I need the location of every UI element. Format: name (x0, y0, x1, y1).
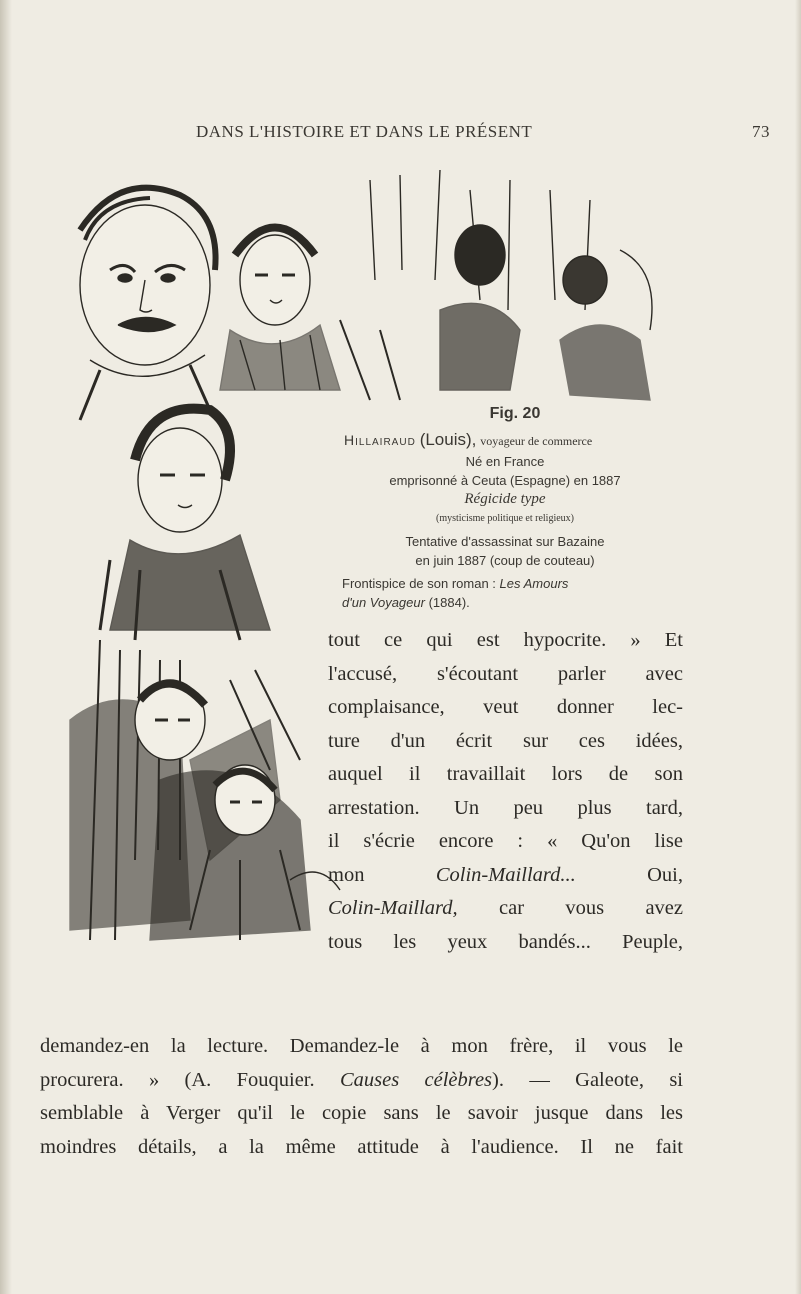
portrait-woman-top (220, 228, 340, 391)
portrait-woman-left (100, 409, 270, 640)
text-line: ture d'un écrit sur ces idées, (328, 729, 683, 752)
text-line (40, 1064, 683, 1098)
page-number: 73 (752, 122, 770, 141)
caption-frontispiece (340, 574, 670, 593)
text-line: complaisance, veut donner lec- (328, 696, 683, 718)
figure-caption (340, 405, 670, 612)
text-line: demandez-en la lecture. Demandez-le à mon frère, il vous le (40, 1035, 683, 1057)
running-head-title: DANS L'HISTOIRE ET DANS LE PRÉSENT (196, 122, 533, 141)
caption-name-line (340, 429, 670, 452)
text-line (328, 892, 683, 926)
text-line: semblable à Verger qu'il le copie sans le savoir jusque dans les (40, 1102, 683, 1124)
text-italic: Colin-Maillard... (435, 863, 576, 886)
page-edge-shadow (795, 0, 801, 1294)
body-text-narrow (328, 624, 683, 959)
sketch-figures-top-right (340, 170, 652, 400)
portrait-man-mustache (80, 188, 216, 420)
text-span: car vous avez (457, 897, 683, 919)
text-line: arrestation. Un peu plus tard, (328, 796, 683, 819)
caption-type: Régicide type (464, 491, 546, 507)
text-line: moindres détails, a la même attitude à l'audience. Il ne fait (40, 1135, 683, 1158)
caption-frontispiece-text: Frontispice de son roman : (342, 576, 500, 591)
caption-type-note: (mysticisme politique et religieux) (435, 513, 575, 524)
caption-occupation: voyageur de commerce (480, 434, 593, 448)
text-line: il s'écrie encore : « Qu'on lise (328, 830, 683, 852)
text-span: Oui, (575, 863, 684, 886)
caption-novel-line-2 (340, 593, 670, 612)
caption-novel-title-2: d'un Voyageur (342, 595, 425, 610)
text-line (328, 859, 683, 893)
text-line: tout ce qui est hypocrite. » Et (328, 629, 683, 651)
caption-attempt-2: en juin 1887 (coup de couteau) (415, 553, 595, 568)
text-italic: Causes célèbres (339, 1068, 493, 1091)
text-italic: Colin-Maillard, (328, 897, 458, 919)
text-span: mon (328, 863, 436, 886)
caption-first-name: (Louis), (419, 430, 477, 449)
caption-born: Né en France (465, 454, 545, 469)
text-line: auquel il travaillait lors de son (328, 763, 683, 785)
caption-novel-title-1: Les Amours (499, 576, 569, 591)
caption-imprisoned: emprisonné à Ceuta (Espagne) en 1887 (389, 473, 621, 488)
text-span: procurera. » (A. Fouquier. (40, 1068, 340, 1091)
text-line: l'accusé, s'écoutant parler avec (328, 662, 683, 685)
caption-attempt-1: Tentative d'assassinat sur Bazaine (405, 534, 605, 549)
text-line: tous les yeux bandés... Peuple, (328, 930, 683, 953)
caption-novel-year: (1884). (424, 595, 470, 610)
body-text-full (40, 1030, 683, 1164)
text-span: ). — Galeote, si (492, 1068, 683, 1091)
running-head (0, 122, 801, 146)
page-spine-shadow (0, 0, 12, 1294)
hatched-figure-bottom (150, 765, 340, 940)
caption-surname: Hillairaud (344, 432, 416, 448)
figure-label: Fig. 20 (489, 405, 541, 422)
